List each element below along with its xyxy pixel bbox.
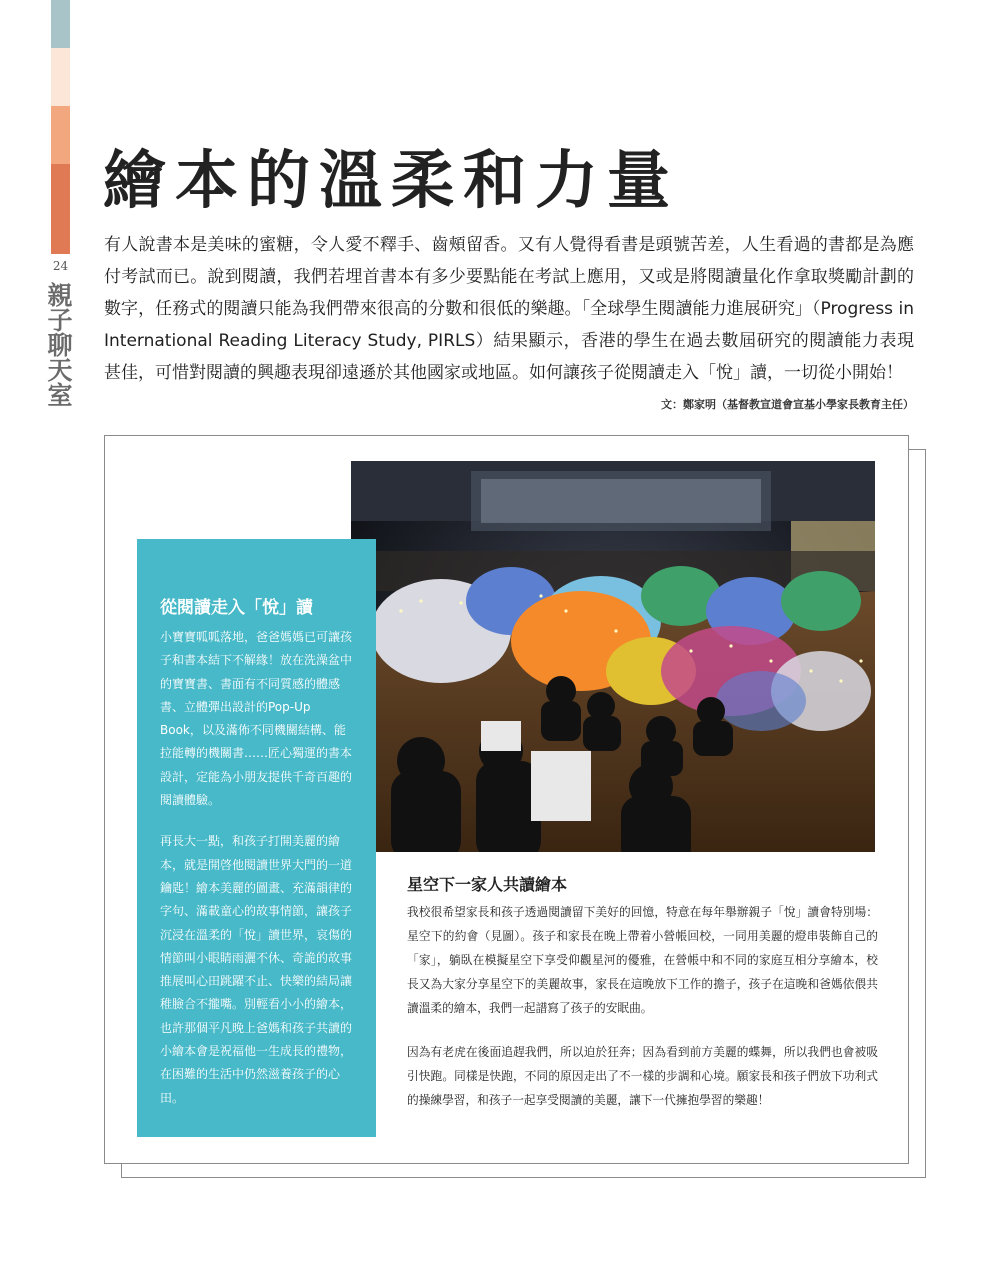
intro-text: 有人說書本是美味的蜜糖，令人愛不釋手、齒頰留香。又有人覺得看書是頭號苦差，人生看過的書都是為應付考試而已。說到閱讀，我們若埋首書本有多少要點能在考試上應用，又或是將閱讀量化作拿取獎勵計劃的數字，任務式的閱讀只能為我們帶來很高的分數和很低的樂趣。「全球學生閱讀能力進展研究」（Progress in International Reading Literacy Study, PIRLS）結果顯示，香港的學生在過去數屆研究的閱讀能力表現甚佳，可惜對閱讀的興趣表現卻遠遜於其他國家或地區。如何讓孩子從閱讀走入「悅」讀，一切從小開始！ [104,235,914,383]
story-paragraph-2: 因為有老虎在後面追趕我們，所以迫於狂奔；因為看到前方美麗的蝶舞，所以我們也會被吸引快跑。同樣是快跑，不同的原因走出了不一樣的步調和心境。願家長和孩子們放下功利式的操練學習，和孩子一起享受閱讀的美麗，讓下一代擁抱學習的樂趣！ [407,1045,878,1107]
section-title: 親子聊天室 [44,282,73,407]
sidebar-box [137,539,376,1137]
color-strip-2 [51,48,70,106]
school-hall-tents-photo [351,461,875,852]
intro-paragraph [104,229,914,421]
color-strip-3 [51,106,70,164]
story-body [407,900,878,1132]
article-title: 繪本的溫柔和力量 [103,143,679,217]
sidebar-paragraph-1: 小寶寶呱呱落地，爸爸媽媽已可讓孩子和書本結下不解緣！放在洗澡盆中的寶寶書、書面有不同質感的體感書、立體彈出設計的Pop-Up Book，以及滿佈不同機關結構、能拉能轉的機關書……匠心獨運的書本設計，定能為小朋友提供千奇百趣的閱讀體驗。 [160,630,353,808]
color-strip-1 [51,0,70,48]
byline: 文：鄭家明（基督教宣道會宣基小學家長教育主任） [661,398,914,411]
sidebar-paragraph-2: 再長大一點，和孩子打開美麗的繪本，就是開啓他閱讀世界大門的一道鑰匙！繪本美麗的圖畫、充滿韻律的字句、滿載童心的故事情節，讓孩子沉浸在溫柔的「悅」讀世界，哀傷的情節叫小眼睛雨灑不休、奇詭的故事推展叫心田跳躍不止、快樂的結局讓稚臉合不攏嘴。別輕看小小的繪本，也許那個平凡晚上爸媽和孩子共讀的小繪本會是祝福他一生成長的禮物，在困難的生活中仍然滋養孩子的心田。 [160,834,353,1105]
color-strip-4 [51,164,70,254]
story-paragraph-1: 我校很希望家長和孩子透過閱讀留下美好的回憶，特意在每年舉辦親子「悅」讀會特別場：星空下的約會（見圖）。孩子和家長在晚上帶着小營帳回校，一同用美麗的燈串裝飾自己的「家」，躺臥在模擬星空下享受仰觀星河的優雅，在營帳中和不同的家庭互相分享繪本，校長又為大家分享星空下的美麗故事，家長在這晚放下工作的擔子，孩子在這晚和爸媽依偎共讀溫柔的繪本，我們一起譜寫了孩子的安眠曲。 [407,905,878,1015]
sidebar-heading: 從閱讀走入「悅」讀 [160,598,313,618]
story-heading: 星空下一家人共讀繪本 [407,875,568,894]
page-number: 24 [52,259,69,273]
